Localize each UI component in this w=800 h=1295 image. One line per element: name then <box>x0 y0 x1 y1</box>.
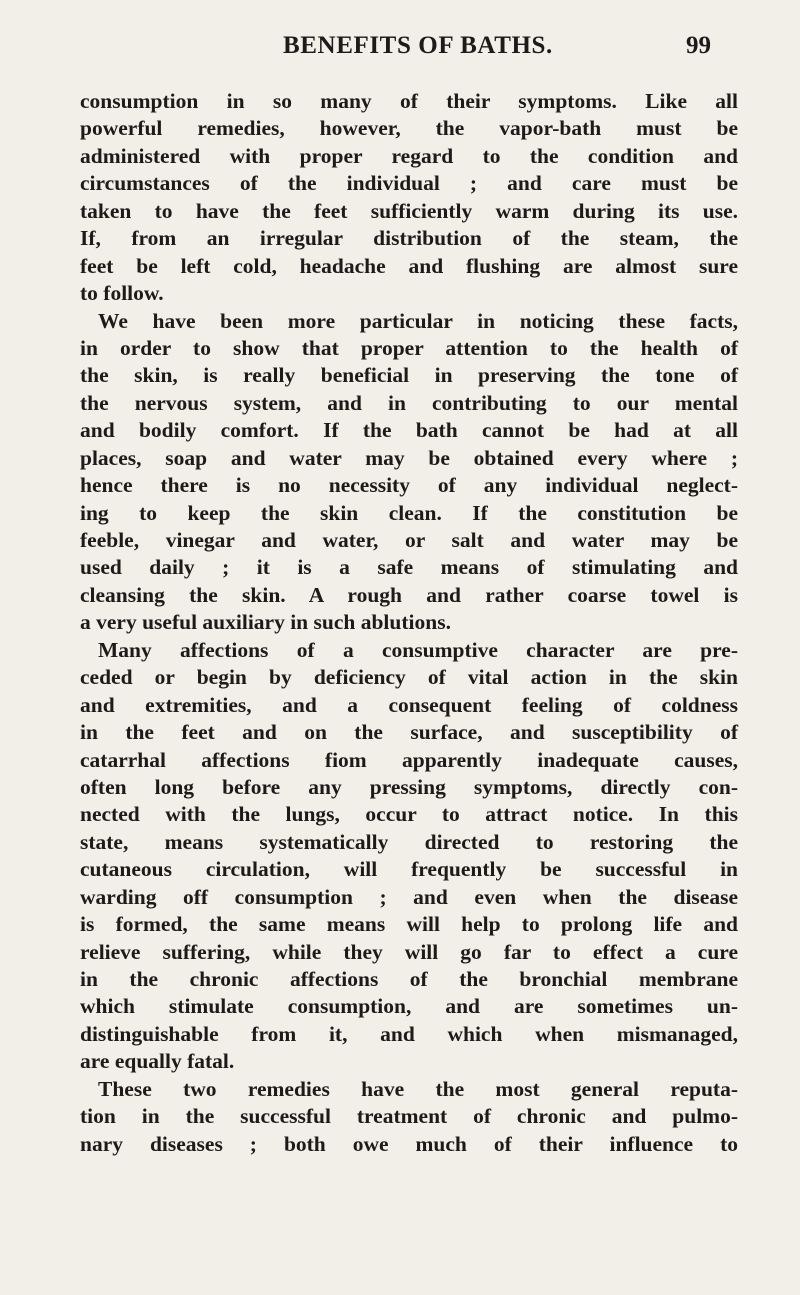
text-line: consumption in so many of their symptoms. Like all <box>80 89 738 113</box>
text-line: tion in the successful treatment of chronic and pulmo- <box>80 1104 738 1129</box>
text-line: cutaneous circulation, will frequently be successful in <box>80 857 738 882</box>
text-line: in the chronic affections of the bronchial membrane <box>80 967 738 991</box>
text-line: feeble, vinegar and water, or salt and water may be <box>80 528 738 552</box>
text-line: hence there is no necessity of any individual neglect- <box>80 473 738 498</box>
text-line: nary diseases ; both owe much of their influence to <box>80 1131 738 1156</box>
text-line: to follow. <box>80 281 164 306</box>
text-line: catarrhal affections fiom apparently inadequate causes, <box>80 747 738 772</box>
text-line: administered with proper regard to the condition and <box>80 143 738 168</box>
text-line: ceded or begin by deficiency of vital action in the skin <box>80 665 738 690</box>
text-line: We have been more particular in noticing these facts, <box>98 308 738 333</box>
text-line: If, from an irregular distribution of the steam, the <box>80 226 738 251</box>
text-line: powerful remedies, however, the vapor-bath must be <box>80 116 738 141</box>
text-line: is formed, the same means will help to prolong life and <box>80 912 738 937</box>
text-line: are equally fatal. <box>80 1049 235 1074</box>
text-line: and extremities, and a consequent feeling of coldness <box>80 692 738 717</box>
text-line: taken to have the feet sufficiently warm during its use. <box>80 198 738 223</box>
text-line: circumstances of the individual ; and care must be <box>80 171 738 196</box>
text-line: the skin, is really beneficial in preserving the tone of <box>80 363 738 388</box>
text-line: cleansing the skin. A rough and rather coarse towel is <box>80 582 738 607</box>
text-line: These two remedies have the most general reputa- <box>98 1076 738 1101</box>
text-line: places, soap and water may be obtained every where ; <box>80 445 738 470</box>
text-line: the nervous system, and in contributing to our mental <box>80 390 738 415</box>
text-line: feet be left cold, headache and flushing are almost sure <box>80 253 738 278</box>
text-line: a very useful auxiliary in such ablutions. <box>80 610 451 635</box>
page-number: 99 <box>686 32 711 59</box>
text-line: warding off consumption ; and even when the disease <box>80 884 738 909</box>
text-line: in the feet and on the surface, and susceptibility of <box>80 720 738 745</box>
running-head <box>0 32 800 66</box>
text-line: in order to show that proper attention to the health of <box>80 335 738 360</box>
running-title: BENEFITS OF BATHS. <box>283 32 553 59</box>
text-line: Many affections of a consumptive character are pre- <box>98 637 738 662</box>
body-text <box>80 88 738 1158</box>
text-line: relieve suffering, while they will go far to effect a cure <box>80 939 738 964</box>
text-line: state, means systematically directed to restoring the <box>80 829 738 854</box>
text-line: often long before any pressing symptoms, directly con- <box>80 774 738 799</box>
text-line: which stimulate consumption, and are sometimes un- <box>80 994 738 1019</box>
text-line: distinguishable from it, and which when mismanaged, <box>80 1021 738 1046</box>
text-line: and bodily comfort. If the bath cannot be had at all <box>80 418 738 443</box>
text-line: nected with the lungs, occur to attract notice. In this <box>80 802 738 827</box>
text-line: used daily ; it is a safe means of stimulating and <box>80 555 738 580</box>
text-line: ing to keep the skin clean. If the constitution be <box>80 500 738 525</box>
